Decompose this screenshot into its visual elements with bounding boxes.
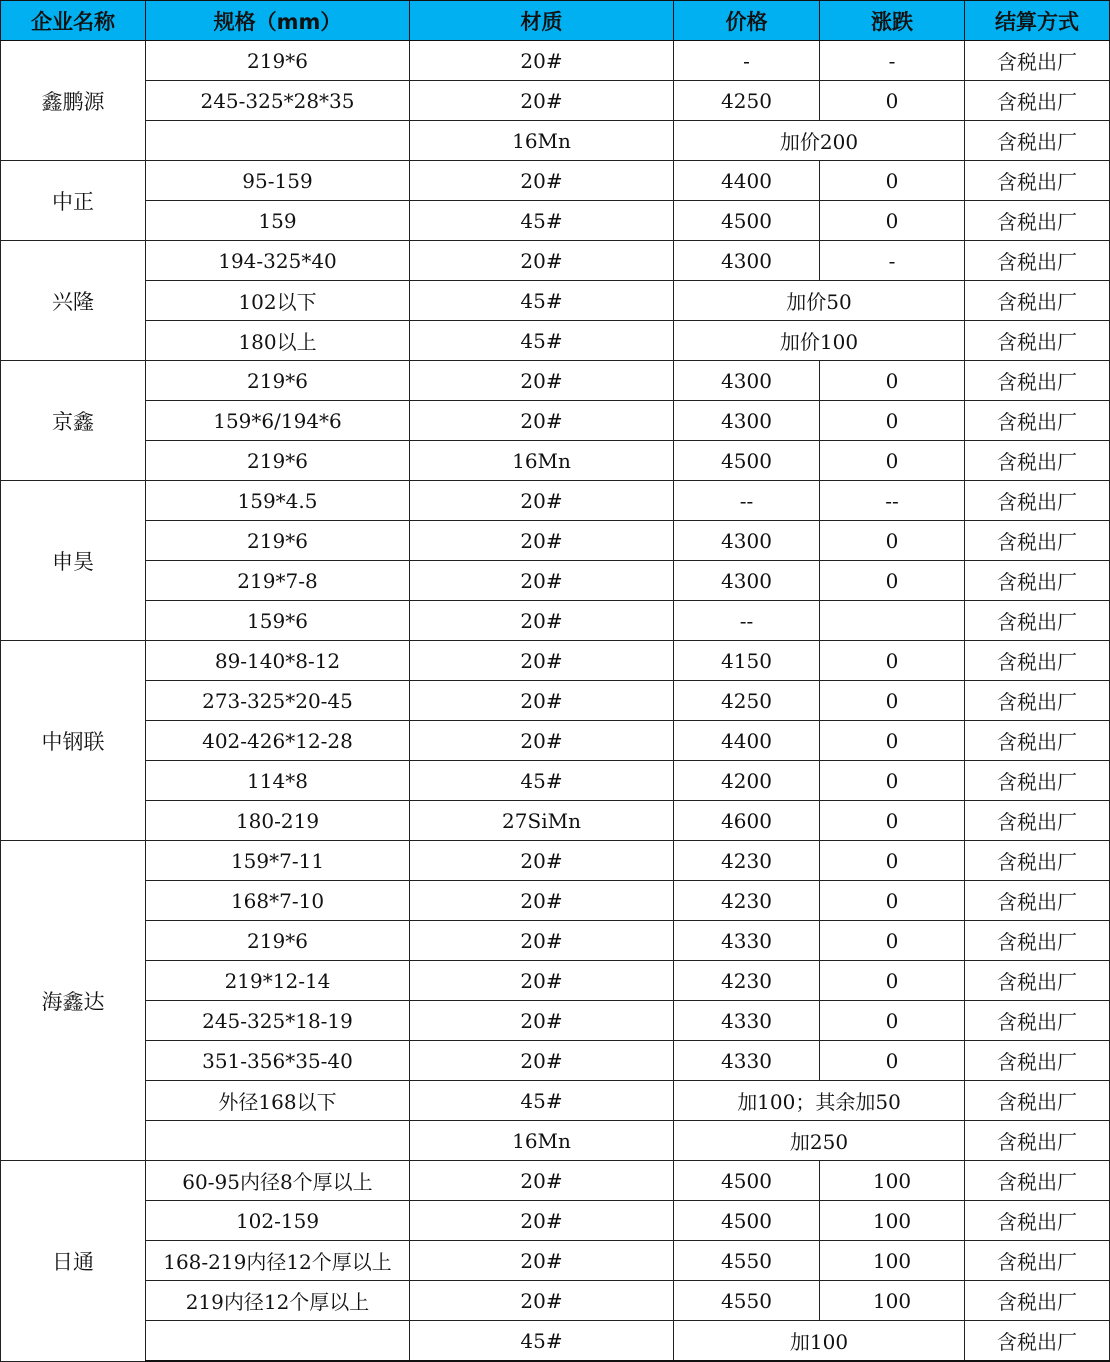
price-cell: - — [674, 41, 820, 81]
table-row — [1, 201, 1110, 241]
change-cell: 0 — [820, 161, 965, 201]
settlement-cell: 含税出厂 — [965, 161, 1110, 201]
spec-cell: 180以上 — [146, 321, 410, 361]
material-cell: 20# — [410, 401, 674, 441]
spec-cell: 159 — [146, 201, 410, 241]
spec-cell: 159*7-11 — [146, 841, 410, 881]
material-cell: 20# — [410, 1041, 674, 1081]
table-row — [1, 561, 1110, 601]
price-cell: 4200 — [674, 761, 820, 801]
table-row — [1, 961, 1110, 1001]
spec-cell: 89-140*8-12 — [146, 641, 410, 681]
change-cell: 0 — [820, 1041, 965, 1081]
settlement-cell: 含税出厂 — [965, 481, 1110, 521]
spec-cell: 219*6 — [146, 521, 410, 561]
settlement-cell: 含税出厂 — [965, 1321, 1110, 1362]
material-cell: 20# — [410, 41, 674, 81]
header-material: 材质 — [410, 1, 674, 41]
change-cell: 0 — [820, 81, 965, 121]
material-cell: 20# — [410, 561, 674, 601]
spec-cell: 168*7-10 — [146, 881, 410, 921]
header-row — [1, 1, 1110, 41]
company-cell: 兴隆 — [1, 241, 146, 361]
material-cell: 20# — [410, 681, 674, 721]
price-note-cell: 加100 — [674, 1321, 965, 1362]
settlement-cell: 含税出厂 — [965, 921, 1110, 961]
change-cell: 0 — [820, 801, 965, 841]
settlement-cell: 含税出厂 — [965, 761, 1110, 801]
price-cell: 4230 — [674, 961, 820, 1001]
change-cell: 0 — [820, 1001, 965, 1041]
table-row — [1, 481, 1110, 521]
material-cell: 20# — [410, 1281, 674, 1321]
change-cell: 0 — [820, 681, 965, 721]
material-cell: 20# — [410, 961, 674, 1001]
material-cell: 45# — [410, 1321, 674, 1362]
spec-cell: 351-356*35-40 — [146, 1041, 410, 1081]
spec-cell: 402-426*12-28 — [146, 721, 410, 761]
table-row — [1, 241, 1110, 281]
spec-cell: 194-325*40 — [146, 241, 410, 281]
company-cell: 日通 — [1, 1161, 146, 1362]
spec-cell: 180-219 — [146, 801, 410, 841]
settlement-cell: 含税出厂 — [965, 81, 1110, 121]
spec-cell: 102以下 — [146, 281, 410, 321]
spec-cell: 219*6 — [146, 441, 410, 481]
settlement-cell: 含税出厂 — [965, 801, 1110, 841]
table-row — [1, 761, 1110, 801]
change-cell: 0 — [820, 401, 965, 441]
settlement-cell: 含税出厂 — [965, 1081, 1110, 1121]
price-cell: -- — [674, 481, 820, 521]
material-cell: 20# — [410, 361, 674, 401]
change-cell: 0 — [820, 841, 965, 881]
change-cell: 0 — [820, 361, 965, 401]
table-row — [1, 401, 1110, 441]
material-cell: 20# — [410, 921, 674, 961]
material-cell: 16Mn — [410, 121, 674, 161]
settlement-cell: 含税出厂 — [965, 521, 1110, 561]
material-cell: 20# — [410, 1001, 674, 1041]
table-row — [1, 121, 1110, 161]
spec-cell: 219*6 — [146, 921, 410, 961]
table-row — [1, 841, 1110, 881]
table-row — [1, 81, 1110, 121]
material-cell: 20# — [410, 1241, 674, 1281]
settlement-cell: 含税出厂 — [965, 721, 1110, 761]
spec-cell: 219*6 — [146, 41, 410, 81]
change-cell — [820, 601, 965, 641]
table-row — [1, 721, 1110, 761]
table-row — [1, 1081, 1110, 1121]
material-cell: 45# — [410, 281, 674, 321]
change-cell: - — [820, 241, 965, 281]
company-cell: 京鑫 — [1, 361, 146, 481]
settlement-cell: 含税出厂 — [965, 1281, 1110, 1321]
company-cell: 中钢联 — [1, 641, 146, 841]
table-row — [1, 1121, 1110, 1161]
change-cell: 0 — [820, 881, 965, 921]
table-row — [1, 161, 1110, 201]
price-cell: 4250 — [674, 81, 820, 121]
price-note-cell: 加价50 — [674, 281, 965, 321]
spec-cell: 219*7-8 — [146, 561, 410, 601]
price-cell: 4500 — [674, 201, 820, 241]
table-row — [1, 521, 1110, 561]
table-row — [1, 1321, 1110, 1362]
price-cell: 4330 — [674, 1001, 820, 1041]
settlement-cell: 含税出厂 — [965, 41, 1110, 81]
table-row — [1, 361, 1110, 401]
material-cell: 20# — [410, 881, 674, 921]
price-cell: 4330 — [674, 1041, 820, 1081]
table-row — [1, 1161, 1110, 1201]
material-cell: 20# — [410, 161, 674, 201]
change-cell: 100 — [820, 1201, 965, 1241]
change-cell: 0 — [820, 761, 965, 801]
table-row — [1, 801, 1110, 841]
settlement-cell: 含税出厂 — [965, 601, 1110, 641]
spec-cell: 159*4.5 — [146, 481, 410, 521]
settlement-cell: 含税出厂 — [965, 1121, 1110, 1161]
material-cell: 20# — [410, 1161, 674, 1201]
material-cell: 45# — [410, 761, 674, 801]
settlement-cell: 含税出厂 — [965, 961, 1110, 1001]
settlement-cell: 含税出厂 — [965, 841, 1110, 881]
table-row — [1, 681, 1110, 721]
table-row — [1, 881, 1110, 921]
material-cell: 45# — [410, 1081, 674, 1121]
material-cell: 16Mn — [410, 441, 674, 481]
material-cell: 20# — [410, 1201, 674, 1241]
material-cell: 20# — [410, 721, 674, 761]
price-cell: 4400 — [674, 161, 820, 201]
spec-cell: 114*8 — [146, 761, 410, 801]
spec-cell: 219*12-14 — [146, 961, 410, 1001]
change-cell: 0 — [820, 441, 965, 481]
settlement-cell: 含税出厂 — [965, 1161, 1110, 1201]
spec-cell — [146, 1321, 410, 1362]
change-cell: 100 — [820, 1161, 965, 1201]
material-cell: 20# — [410, 481, 674, 521]
material-cell: 20# — [410, 841, 674, 881]
settlement-cell: 含税出厂 — [965, 561, 1110, 601]
price-cell: 4550 — [674, 1241, 820, 1281]
change-cell: 0 — [820, 921, 965, 961]
material-cell: 20# — [410, 241, 674, 281]
header-company: 企业名称 — [1, 1, 146, 41]
change-cell: 0 — [820, 521, 965, 561]
table-row — [1, 441, 1110, 481]
spec-cell: 219*6 — [146, 361, 410, 401]
price-note-cell: 加250 — [674, 1121, 965, 1161]
change-cell: 0 — [820, 641, 965, 681]
spec-cell: 95-159 — [146, 161, 410, 201]
table-row — [1, 1001, 1110, 1041]
settlement-cell: 含税出厂 — [965, 361, 1110, 401]
change-cell: 0 — [820, 961, 965, 1001]
price-cell: 4230 — [674, 881, 820, 921]
settlement-cell: 含税出厂 — [965, 241, 1110, 281]
material-cell: 16Mn — [410, 1121, 674, 1161]
material-cell: 20# — [410, 641, 674, 681]
price-cell: 4500 — [674, 1161, 820, 1201]
change-cell: 0 — [820, 201, 965, 241]
header-price: 价格 — [674, 1, 820, 41]
settlement-cell: 含税出厂 — [965, 441, 1110, 481]
header-settlement: 结算方式 — [965, 1, 1110, 41]
change-cell: 0 — [820, 721, 965, 761]
spec-cell: 273-325*20-45 — [146, 681, 410, 721]
price-cell: 4300 — [674, 241, 820, 281]
price-cell: 4150 — [674, 641, 820, 681]
settlement-cell: 含税出厂 — [965, 321, 1110, 361]
price-cell: 4300 — [674, 361, 820, 401]
spec-cell: 102-159 — [146, 1201, 410, 1241]
settlement-cell: 含税出厂 — [965, 1241, 1110, 1281]
price-cell: 4300 — [674, 401, 820, 441]
change-cell: 0 — [820, 561, 965, 601]
settlement-cell: 含税出厂 — [965, 1041, 1110, 1081]
header-change: 涨跌 — [820, 1, 965, 41]
change-cell: 100 — [820, 1281, 965, 1321]
price-cell: 4300 — [674, 521, 820, 561]
table-row — [1, 41, 1110, 81]
price-cell: 4300 — [674, 561, 820, 601]
spec-cell: 60-95内径8个厚以上 — [146, 1161, 410, 1201]
settlement-cell: 含税出厂 — [965, 121, 1110, 161]
spec-cell — [146, 1121, 410, 1161]
company-cell: 中正 — [1, 161, 146, 241]
material-cell: 45# — [410, 201, 674, 241]
price-cell: 4400 — [674, 721, 820, 761]
settlement-cell: 含税出厂 — [965, 281, 1110, 321]
table-row — [1, 601, 1110, 641]
settlement-cell: 含税出厂 — [965, 1201, 1110, 1241]
price-cell: 4330 — [674, 921, 820, 961]
change-cell: 100 — [820, 1241, 965, 1281]
material-cell: 20# — [410, 601, 674, 641]
table-row — [1, 1041, 1110, 1081]
settlement-cell: 含税出厂 — [965, 401, 1110, 441]
price-cell: 4550 — [674, 1281, 820, 1321]
spec-cell: 245-325*28*35 — [146, 81, 410, 121]
material-cell: 45# — [410, 321, 674, 361]
settlement-cell: 含税出厂 — [965, 1001, 1110, 1041]
price-cell: 4500 — [674, 1201, 820, 1241]
spec-cell: 219内径12个厚以上 — [146, 1281, 410, 1321]
spec-cell: 外径168以下 — [146, 1081, 410, 1121]
settlement-cell: 含税出厂 — [965, 641, 1110, 681]
header-spec: 规格（mm） — [146, 1, 410, 41]
price-note-cell: 加价200 — [674, 121, 965, 161]
settlement-cell: 含税出厂 — [965, 201, 1110, 241]
material-cell: 20# — [410, 81, 674, 121]
spec-cell: 159*6 — [146, 601, 410, 641]
change-cell: - — [820, 41, 965, 81]
spec-cell — [146, 121, 410, 161]
price-cell: 4500 — [674, 441, 820, 481]
settlement-cell: 含税出厂 — [965, 881, 1110, 921]
price-note-cell: 加价100 — [674, 321, 965, 361]
price-cell: 4250 — [674, 681, 820, 721]
change-cell: -- — [820, 481, 965, 521]
price-cell: 4230 — [674, 841, 820, 881]
table-body — [1, 41, 1110, 1362]
table-row — [1, 1201, 1110, 1241]
settlement-cell: 含税出厂 — [965, 681, 1110, 721]
spec-cell: 168-219内径12个厚以上 — [146, 1241, 410, 1281]
price-cell: -- — [674, 601, 820, 641]
material-cell: 27SiMn — [410, 801, 674, 841]
company-cell: 海鑫达 — [1, 841, 146, 1161]
company-cell: 鑫鹏源 — [1, 41, 146, 161]
table-row — [1, 281, 1110, 321]
spec-cell: 245-325*18-19 — [146, 1001, 410, 1041]
table-row — [1, 321, 1110, 361]
table-row — [1, 1281, 1110, 1321]
spec-cell: 159*6/194*6 — [146, 401, 410, 441]
table-row — [1, 1241, 1110, 1281]
price-cell: 4600 — [674, 801, 820, 841]
material-cell: 20# — [410, 521, 674, 561]
company-cell: 申昊 — [1, 481, 146, 641]
price-note-cell: 加100；其余加50 — [674, 1081, 965, 1121]
table-row — [1, 921, 1110, 961]
table-row — [1, 641, 1110, 681]
